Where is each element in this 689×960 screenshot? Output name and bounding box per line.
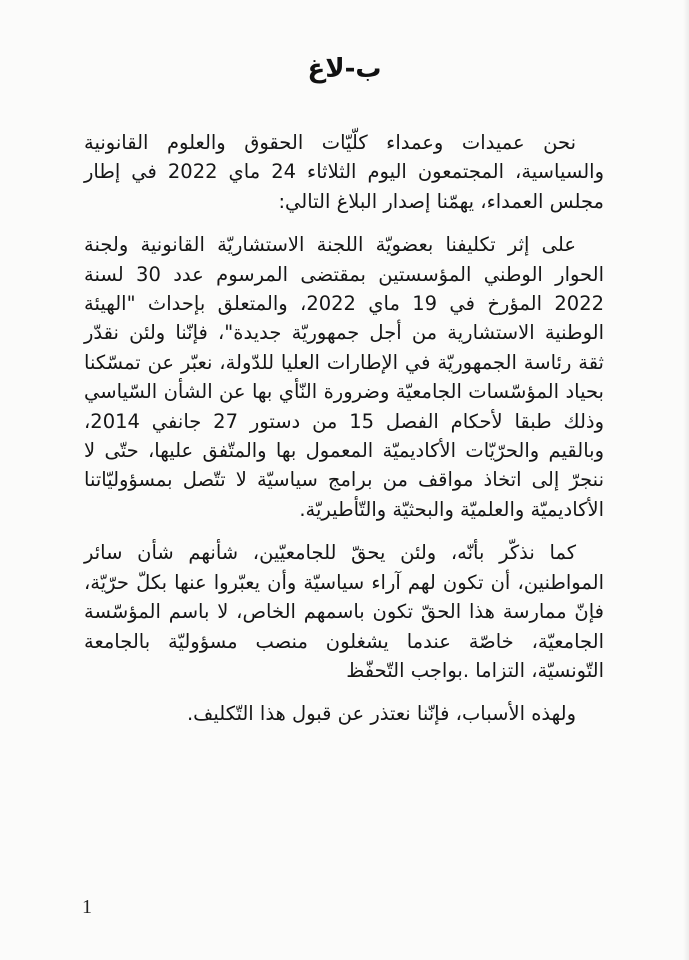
page-number: 1	[82, 896, 92, 918]
page-edge-shadow	[683, 0, 689, 960]
paragraph-reminder: كما نذكّر بأنّه، ولئن يحقّ للجامعيّين، شأنهم شأن سائر المواطنين، أن تكون لهم آراء سياسيّة وأن يعبّروا عنها بكلّ حرّيّة، فإنّ ممارسة هذا الحقّ تكون باسمهم الخاص، لا باسم المؤسّسة الجامعيّة، خاصّة عندما يشغلون منصب مسؤوليّة بالجامعة التّونسيّة، التزاما .بواجب التّحفّظ	[84, 541, 604, 682]
document-body	[84, 128, 604, 743]
paragraph-conclusion: ولهذه الأسباب، فإنّنا نعتذر عن قبول هذا التّكليف.	[186, 702, 576, 726]
document-title: ب-لاغ	[307, 54, 382, 84]
paragraph-intro: نحن عميدات وعمداء كلّيّات الحقوق والعلوم القانونية والسياسية، المجتمعون اليوم الثلاثاء 24 ماي 2022 في إطار مجلس العمداء، يهمّنا إصدار البلاغ التالي:	[84, 131, 605, 213]
paragraph-position: على إثر تكليفنا بعضويّة اللجنة الاستشاريّة القانونية ولجنة الحوار الوطني المؤسستين بمقتضى المرسوم عدد 30 لسنة 2022 المؤرخ في 19 ماي 2022، والمتعلق بإحداث "الهيئة الوطنية الاستشارية من أجل جمهوريّة جديدة"، فإنّنا ولئن نقدّر ثقة رئاسة الجمهوريّة في الإطارات العليا للدّولة، نعبّر عن تمسّكنا بحياد المؤسّسات الجامعيّة وضرورة النّأي بها عن الشأن السّياسي وذلك طبقا لأحكام الفصل 15 من دستور 27 جانفي 2014، وبالقيم والحرّيّات الأكاديميّة المعمول بها والمتّفق عليها، حتّى لا ننجرّ إلى اتخاذ مواقف من برامج سياسيّة لا تتّصل بمسؤوليّاتنا الأكاديميّة والعلميّة والبحثيّة والتّأطيريّة.	[84, 233, 605, 521]
